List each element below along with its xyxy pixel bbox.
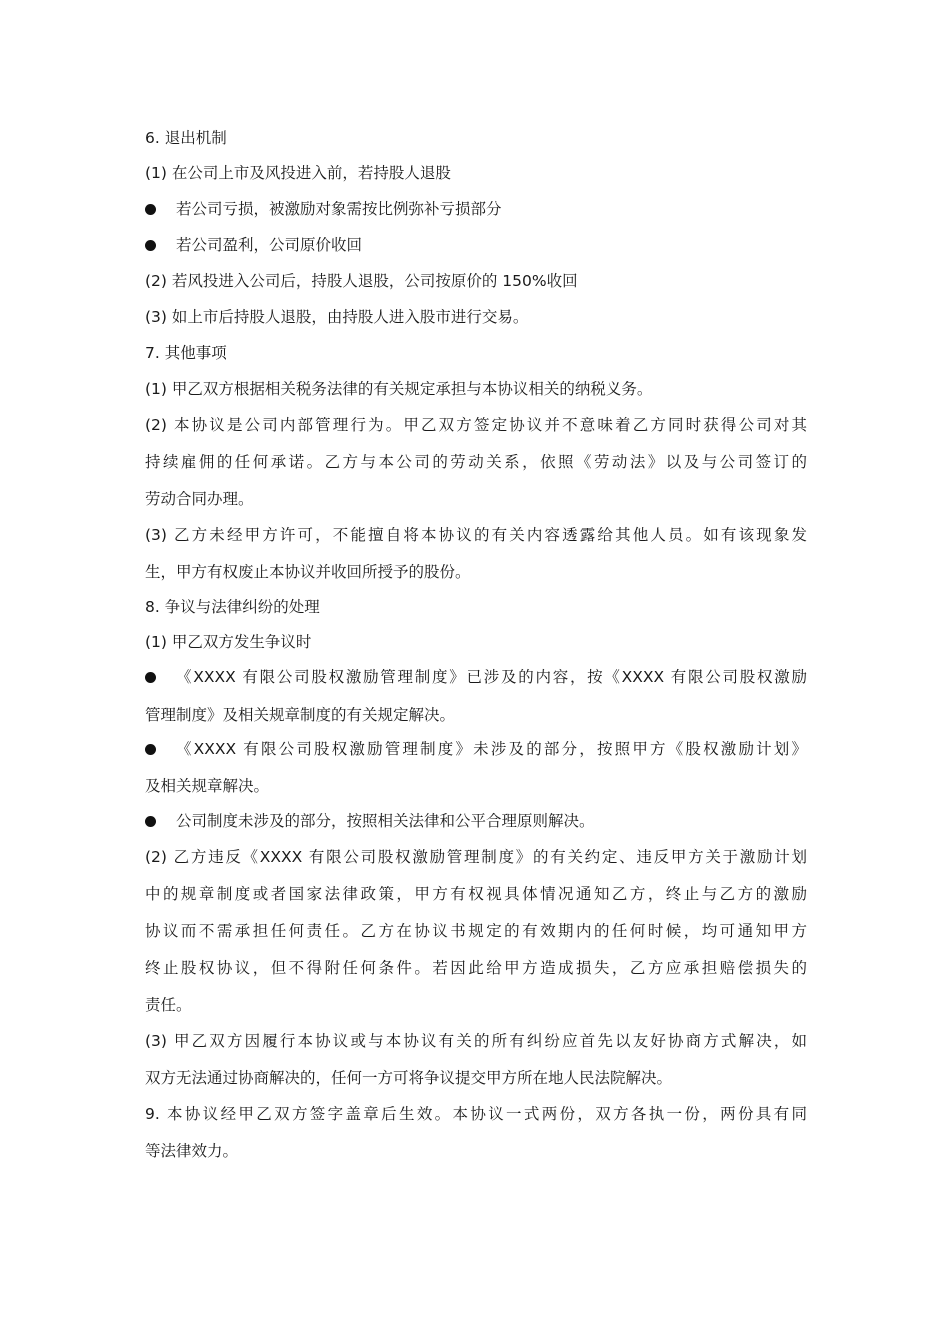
section-9-line: 等法律效力。 <box>145 1142 239 1160</box>
paragraph-7-3-line: 生，甲方有权废止本协议并收回所授予的股份。 <box>145 563 471 581</box>
paragraph-8-3-line: 双方无法通过协商解决的，任何一方可将争议提交甲方所在地人民法院解决。 <box>145 1069 673 1087</box>
bullet-item-covered: 《XXXX 有限公司股权激励管理制度》已涉及的内容，按《XXXX 有限公司股权激励 <box>176 668 807 686</box>
section-7-heading: 7. 其他事项 <box>145 344 227 362</box>
section-6-heading: 6. 退出机制 <box>145 129 227 147</box>
bullet-icon <box>145 672 156 683</box>
bullet-item-profit: 若公司盈利，公司原价收回 <box>176 236 363 254</box>
section-9-line: 9. 本协议经甲乙双方签字盖章后生效。本协议一式两份，双方各执一份，两份具有同 <box>145 1105 807 1123</box>
paragraph-8-1: (1) 甲乙双方发生争议时 <box>145 633 312 651</box>
paragraph-7-1: (1) 甲乙双方根据相关税务法律的有关规定承担与本协议相关的纳税义务。 <box>145 380 653 398</box>
bullet-item-not-covered: 《XXXX 有限公司股权激励管理制度》未涉及的部分，按照甲方《股权激励计划》 <box>176 740 807 758</box>
paragraph-7-2-line: (2) 本协议是公司内部管理行为。甲乙双方签定协议并不意味着乙方同时获得公司对其 <box>145 416 807 434</box>
bullet-icon <box>145 816 156 827</box>
bullet-item-company-rules: 公司制度未涉及的部分，按照相关法律和公平合理原则解决。 <box>176 812 595 830</box>
bullet-icon <box>145 744 156 755</box>
paragraph-6-3: (3) 如上市后持股人退股，由持股人进入股市进行交易。 <box>145 308 529 326</box>
paragraph-7-3-line: (3) 乙方未经甲方许可，不能擅自将本协议的有关内容透露给其他人员。如有该现象发 <box>145 526 807 544</box>
paragraph-6-2: (2) 若风投进入公司后，持股人退股，公司按原价的 150%收回 <box>145 272 578 290</box>
bullet-item-not-covered-cont: 及相关规章解决。 <box>145 777 270 795</box>
paragraph-8-3-line: (3) 甲乙双方因履行本协议或与本协议有关的所有纠纷应首先以友好协商方式解决，如 <box>145 1032 807 1050</box>
section-8-heading: 8. 争议与法律纠纷的处理 <box>145 598 320 616</box>
bullet-icon <box>145 240 156 251</box>
paragraph-8-2-line: 终止股权协议，但不得附任何条件。若因此给甲方造成损失，乙方应承担赔偿损失的 <box>145 959 807 977</box>
paragraph-8-2-line: (2) 乙方违反《XXXX 有限公司股权激励管理制度》的有关约定、违反甲方关于激励计划 <box>145 848 807 866</box>
paragraph-8-2-line: 中的规章制度或者国家法律政策，甲方有权视具体情况通知乙方，终止与乙方的激励 <box>145 885 807 903</box>
paragraph-6-1: (1) 在公司上市及风投进入前，若持股人退股 <box>145 164 451 182</box>
paragraph-8-2-line: 责任。 <box>145 996 192 1014</box>
paragraph-8-2-line: 协议而不需承担任何责任。乙方在协议书规定的有效期内的任何时候，均可通知甲方 <box>145 922 807 940</box>
paragraph-7-2-line: 持续雇佣的任何承诺。乙方与本公司的劳动关系，依照《劳动法》以及与公司签订的 <box>145 453 807 471</box>
bullet-icon <box>145 204 156 215</box>
bullet-item-loss: 若公司亏损，被激励对象需按比例弥补亏损部分 <box>176 200 502 218</box>
bullet-item-covered-cont: 管理制度》及相关规章制度的有关规定解决。 <box>145 706 456 724</box>
paragraph-7-2-line: 劳动合同办理。 <box>145 490 254 508</box>
